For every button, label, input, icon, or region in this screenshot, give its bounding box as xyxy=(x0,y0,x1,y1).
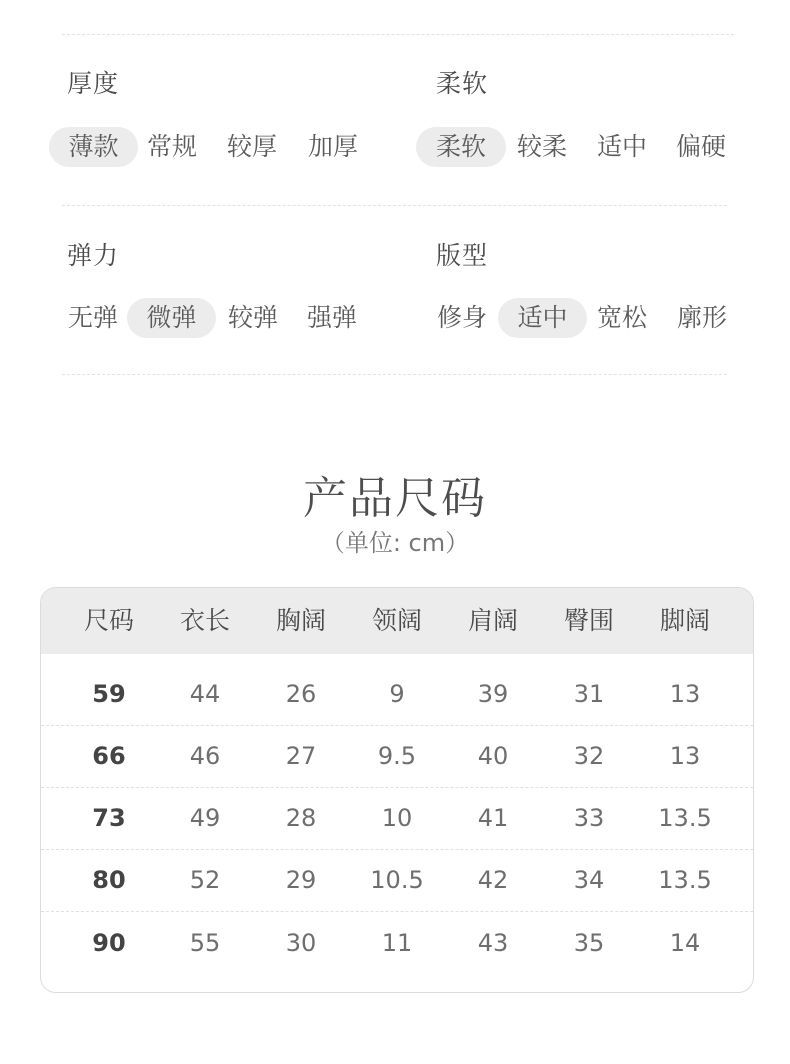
thickness-option[interactable]: 薄款 xyxy=(49,127,138,167)
fit-title: 版型 xyxy=(436,241,489,270)
table-cell: 9.5 xyxy=(377,742,417,770)
elasticity-option[interactable]: 强弹 xyxy=(306,303,357,332)
table-row xyxy=(41,725,753,788)
fit-options xyxy=(0,298,790,338)
table-row xyxy=(41,849,753,912)
size-section-subtitle: （单位: cm） xyxy=(320,529,470,557)
table-cell: 29 xyxy=(285,866,317,894)
table-cell: 10 xyxy=(381,804,413,832)
table-cell: 28 xyxy=(285,804,317,832)
thickness-option[interactable]: 常规 xyxy=(146,132,197,161)
softness-options xyxy=(0,127,790,167)
header-cell: 尺码 xyxy=(83,606,134,635)
table-cell: 49 xyxy=(189,804,221,832)
table-cell: 42 xyxy=(477,866,509,894)
header-cell: 胸阔 xyxy=(275,606,326,635)
bottom-divider xyxy=(62,374,727,375)
table-cell: 41 xyxy=(477,804,509,832)
table-cell: 40 xyxy=(477,742,509,770)
table-cell: 13 xyxy=(669,742,701,770)
table-cell: 32 xyxy=(573,742,605,770)
thickness-option[interactable]: 较厚 xyxy=(226,132,277,161)
middle-divider xyxy=(62,205,727,206)
fit-option[interactable]: 宽松 xyxy=(596,303,647,332)
table-cell: 13 xyxy=(669,680,701,708)
softness-option[interactable]: 较柔 xyxy=(516,132,567,161)
elasticity-title: 弹力 xyxy=(67,241,120,270)
table-cell: 31 xyxy=(573,680,605,708)
table-cell: 13.5 xyxy=(658,866,712,894)
table-cell: 14 xyxy=(669,929,701,957)
header-cell: 领阔 xyxy=(371,606,422,635)
table-cell: 33 xyxy=(573,804,605,832)
table-cell: 55 xyxy=(189,929,221,957)
size-section-title: 产品尺码 xyxy=(303,473,487,524)
elasticity-option[interactable]: 较弹 xyxy=(227,303,278,332)
table-cell: 13.5 xyxy=(658,804,712,832)
softness-title: 柔软 xyxy=(436,69,489,98)
table-cell: 27 xyxy=(285,742,317,770)
header-cell: 脚阔 xyxy=(659,606,710,635)
softness-option[interactable]: 柔软 xyxy=(416,127,506,167)
table-cell: 11 xyxy=(381,929,413,957)
table-cell: 9 xyxy=(389,680,405,708)
softness-option[interactable]: 偏硬 xyxy=(675,132,726,161)
size-cell: 73 xyxy=(92,804,126,832)
table-cell: 30 xyxy=(285,929,317,957)
size-cell: 66 xyxy=(92,742,126,770)
fit-option[interactable]: 廓形 xyxy=(676,303,727,332)
softness-option[interactable]: 适中 xyxy=(596,132,647,161)
table-cell: 44 xyxy=(189,680,221,708)
table-row xyxy=(41,787,753,850)
top-divider xyxy=(62,34,734,35)
header-cell: 臀围 xyxy=(563,606,614,635)
size-cell: 59 xyxy=(92,680,126,708)
table-header xyxy=(41,588,753,654)
table-cell: 35 xyxy=(573,929,605,957)
fit-option[interactable]: 修身 xyxy=(436,303,487,332)
table-row xyxy=(41,912,753,974)
table-row xyxy=(41,663,753,726)
elasticity-option[interactable]: 微弹 xyxy=(127,298,216,338)
header-cell: 肩阔 xyxy=(467,606,518,635)
thickness-option[interactable]: 加厚 xyxy=(307,132,358,161)
table-cell: 43 xyxy=(477,929,509,957)
size-cell: 80 xyxy=(92,866,126,894)
table-cell: 34 xyxy=(573,866,605,894)
header-cell: 衣长 xyxy=(179,606,230,635)
table-cell: 52 xyxy=(189,866,221,894)
size-table xyxy=(40,587,754,993)
fit-option[interactable]: 适中 xyxy=(498,298,587,338)
table-cell: 46 xyxy=(189,742,221,770)
size-cell: 90 xyxy=(92,929,126,957)
thickness-title: 厚度 xyxy=(67,69,120,98)
table-cell: 10.5 xyxy=(370,866,424,894)
elasticity-option[interactable]: 无弹 xyxy=(67,303,118,332)
table-cell: 26 xyxy=(285,680,317,708)
table-cell: 39 xyxy=(477,680,509,708)
